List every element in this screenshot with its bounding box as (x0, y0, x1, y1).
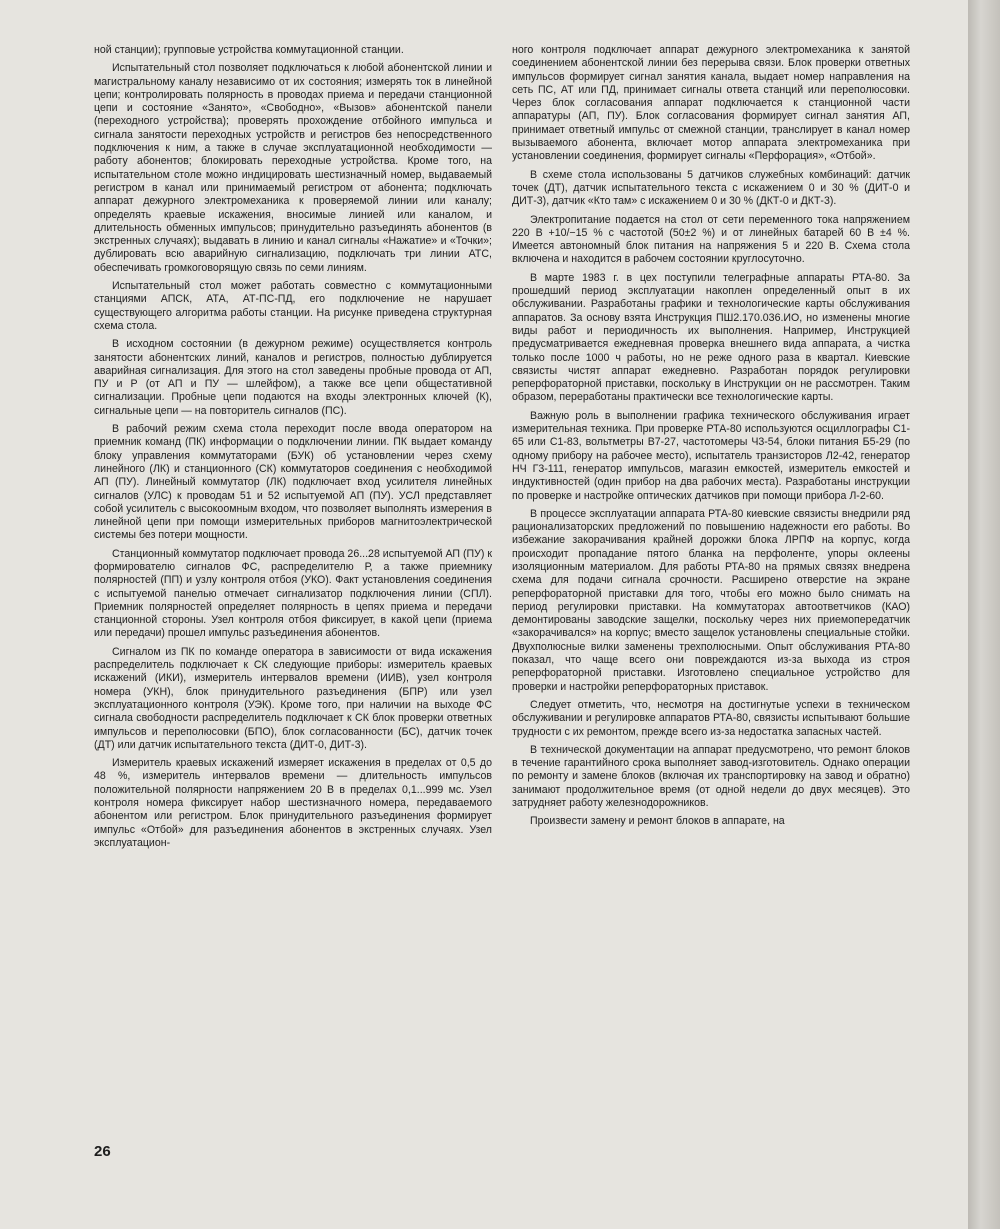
paragraph: Испытательный стол позволяет подключаться к любой абонентской линии и магистральному каналу независимо от их состояния; измерять ток в линейной цепи; контролировать полярность в проводах приема и передачи станционной цепи и состояние «Занято», «Свободно», «Вызов» абонентской панели (переходного устройства); проверять прохождение отбойного импульса и сигнала занятости переходных устройств и регистров без непосредственного подключения к ним, а также в случае эксплуатационной необходимости — работу абонентов; блокировать переходные устройства. Кроме того, на испытательном столе можно индицировать шестизначный номер, выдаваемый регистром в канал или принимаемый регистром от абонента; подключать аппарат дежурного электромеханика к проверяемой линии или каналу; определять краевые искажения, вносимые линией или каналом, и длительность обменных импульсов; принудительно разъединять абонентов (в экстренных случаях); выдавать в линию и канал сигналы «Нажатие» и «Точки»; дублировать всю аварийную сигнализацию, подключать три линии АТС, обеспечивать громкоговорящую связь по семи линиям. (94, 62, 492, 274)
paragraph: Измеритель краевых искажений измеряет искажения в пределах от 0,5 до 48 %, измеритель интервалов времени — длительность импульсов положительной полярности напряжением 20 В в пределах 0,1...999 мс. Узел контроля номера фиксирует набор шестизначного номера, передаваемого абонентом или регистром. Блок принудительного разъединения формирует импульс «Отбой» для разъединения абонентов в экстренных случаях. Узел эксплуатацион- (94, 757, 492, 849)
right-text-column (512, 44, 910, 834)
paragraph: Электропитание подается на стол от сети переменного тока напряжением 220 В +10/−15 % с частотой (50±2 %) и от линейных батарей 60 В ±4 %. Имеется автономный блок питания на напряжения 5 и 220 В. Схема стола включена и находится в рабочем состоянии круглосуточно. (512, 213, 910, 266)
paragraph: Важную роль в выполнении графика технического обслуживания играет измерительная техника. При проверке РТА-80 используются осциллографы С1-65 или С1-83, вольтметры В7-27, частотомеры Ч3-54, блоки питания Б5-29 (по одному прибору на рабочее место), испытатель транзисторов Л2-42, генератор НЧ Г3-111, генератор импульсов, магазин емкостей, измеритель емкостей и индуктивностей (один прибор на два рабочих места). Разработаны инструкции по проверке и настройке оптических датчиков при помощи прибора Л-2-60. (512, 409, 910, 502)
paragraph: ного контроля подключает аппарат дежурного электромеханика к занятой соединением абонентской линии без перерыва связи. Блок проверки ответных импульсов формирует сигнал занятия канала, выдает номер направления на сеть ПС, АТ или ПД, принимает сигналы ответа станций или переполюсовки. Через блок согласования аппарат подключается к станционной части аппаратуры (АП, ПУ). Блок согласования формирует сигнал занятия АП, принимает ответный импульс от смежной станции, транслирует в канал номер вызываемого абонента, включает мотор аппарата электромеханика при установлении соединения, формирует сигналы «Перфорация», «Отбой». (512, 44, 910, 163)
paragraph: Произвести замену и ремонт блоков в аппарате, на (530, 815, 785, 828)
paragraph: В марте 1983 г. в цех поступили телеграфные аппараты РТА-80. За прошедший период эксплуатации накоплен определенный опыт в их обслуживании. Разработаны графики и технологические карты обслуживания аппаратов. За основу взята Инструкция ПШ2.170.036.ИО, но изменены многие виды работ и периодичность их выполнения. Например, Инструкцией предусматривается ежедневная проверка внешнего вида аппарата, а чистка только после 1000 ч работы, но не реже одного раза в квартал. Киевские связисты чистят аппарат ежедневно. Разработан порядок регулировки реперфораторной приставки, поскольку в Инструкции он не рассмотрен. Таким образом, переработаны практически все технологические карты. (512, 271, 910, 404)
paragraph: В процессе эксплуатации аппарата РТА-80 киевские связисты внедрили ряд рационализаторских предложений по повышению надежности его работы. Во избежание закорачивания крайней дорожки блока ЛРПФ на корпус, когда происходит пропадание пятого бланка на перфоленте, упоры оклеены изоляционным материалом. Для работы РТА-80 на прямых связях внедрена схема для подачи сигнала срочности. Расширено отверстие на экране реперфораторной приставки для того, чтобы его можно было снимать на период регулировки приставки. На коммутаторах автоответчиков (КАО) демонтированы заводские защелки, поскольку через них приемопередатчик «закорачивался» на корпус; вместо защелок установлены специальные стойки. Двухполюсные вилки заменены трехполюсными. Опыт обслуживания РТА-80 показал, что чаще всего они повреждаются из-за выхода из строя реперфораторной приставки. Изготовлено специальное устройство для проверки и настройки реперфораторных приставок. (512, 507, 910, 693)
paragraph: В схеме стола использованы 5 датчиков служебных комбинаций: датчик точек (ДТ), датчик испытательного текста с искажением 0 и 30 % (ДИТ-0 и ДИТ-3), датчик «Кто там» с искажением 0 и 30 % (ДКТ-0 и ДКТ-3). (512, 168, 910, 208)
left-text-column (94, 44, 492, 855)
page-edge (968, 0, 1000, 1229)
paragraph: ной станции); групповые устройства коммутационной станции. (94, 44, 404, 56)
paragraph: В рабочий режим схема стола переходит после ввода оператором на приемник команд (ПК) информации о подключении линии. ПК выдает команду блоку управления коммутаторами (БУК) об установлении через схему линейного (ЛК) и станционного (СК) коммутаторов соединения с необходимой АП (ПУ). Линейный коммутатор (ЛК) подключает вход усилителя линейных сигналов (УЛС) к проводам 51 и 52 испытуемой АП (ПУ). УСЛ представляет собой усилитель с высокоомным входом, что позволяет выполнять измерения в линейной цепи при помощи измерительных приборов магнитоэлектрической системы без потери мощности. (94, 423, 492, 542)
page-number: 26 (94, 1143, 111, 1160)
paragraph: Следует отметить, что, несмотря на достигнутые успехи в техническом обслуживании и регулировке аппаратов РТА-80, связисты испытывают большие трудности с их ремонтом, прежде всего из-за недостатка запасных частей. (512, 698, 910, 738)
paragraph: Станционный коммутатор подключает провода 26...28 испытуемой АП (ПУ) к формирователю сигналов ФС, распределителю Р, а также приемнику полярностей (ПП) и узлу контроля отбоя (УКО). Факт установления соединения с испытуемой панелью отмечает сигнализатор подключения линии (СПЛ). Приемник полярностей определяет полярность в цепях приема и передачи станционной стороны. Узел контроля отбоя фиксирует, в какой цепи (приема или передачи) прошел импульс разъединения абонентов. (94, 547, 492, 640)
paragraph: В исходном состоянии (в дежурном режиме) осуществляется контроль занятости абонентских линий, каналов и регистров, полностью дублируется аварийная сигнализация. Для этого на стол заведены пробные провода от АП, ПУ и Р (от АП и ПУ — шлейфом), а также все цепи общестативной сигнализации. Пробные цепи подаются на входы электронных ключей (К), сигнальные цепи — на повторитель сигналов (ПС). (94, 338, 492, 417)
paragraph: Сигналом из ПК по команде оператора в зависимости от вида искажения распределитель подключает к СК следующие приборы: измеритель краевых искажений (ИКИ), измеритель интервалов времени (ИИВ), узел контроля номера (УКН), блок принудительного разъединения (БПР) или узел эксплуатационного контроля (УЭК). Кроме того, при наличии на выходе ФС сигнала свободности распределитель подключает к СК блок проверки ответных импульсов и переполюсовки (БПО), блок согласованности (БС), датчик точек (ДТ) или датчик испытательного текста (ДИТ-0, ДИТ-3). (94, 645, 492, 751)
paragraph: В технической документации на аппарат предусмотрено, что ремонт блоков в течение гарантийного срока выполняет завод-изготовитель. Однако операции по ремонту и замене блоков (включая их транспортировку на завод и обратно) занимают продолжительное время (от одной недели до двух месяцев). Это затрудняет работу железнодорожников. (512, 743, 910, 810)
paragraph: Испытательный стол может работать совместно с коммутационными станциями АПСК, АТА, АТ-ПС-ПД, его подключение не нарушает существующего алгоритма работы станции. На рисунке приведена структурная схема стола. (94, 280, 492, 332)
